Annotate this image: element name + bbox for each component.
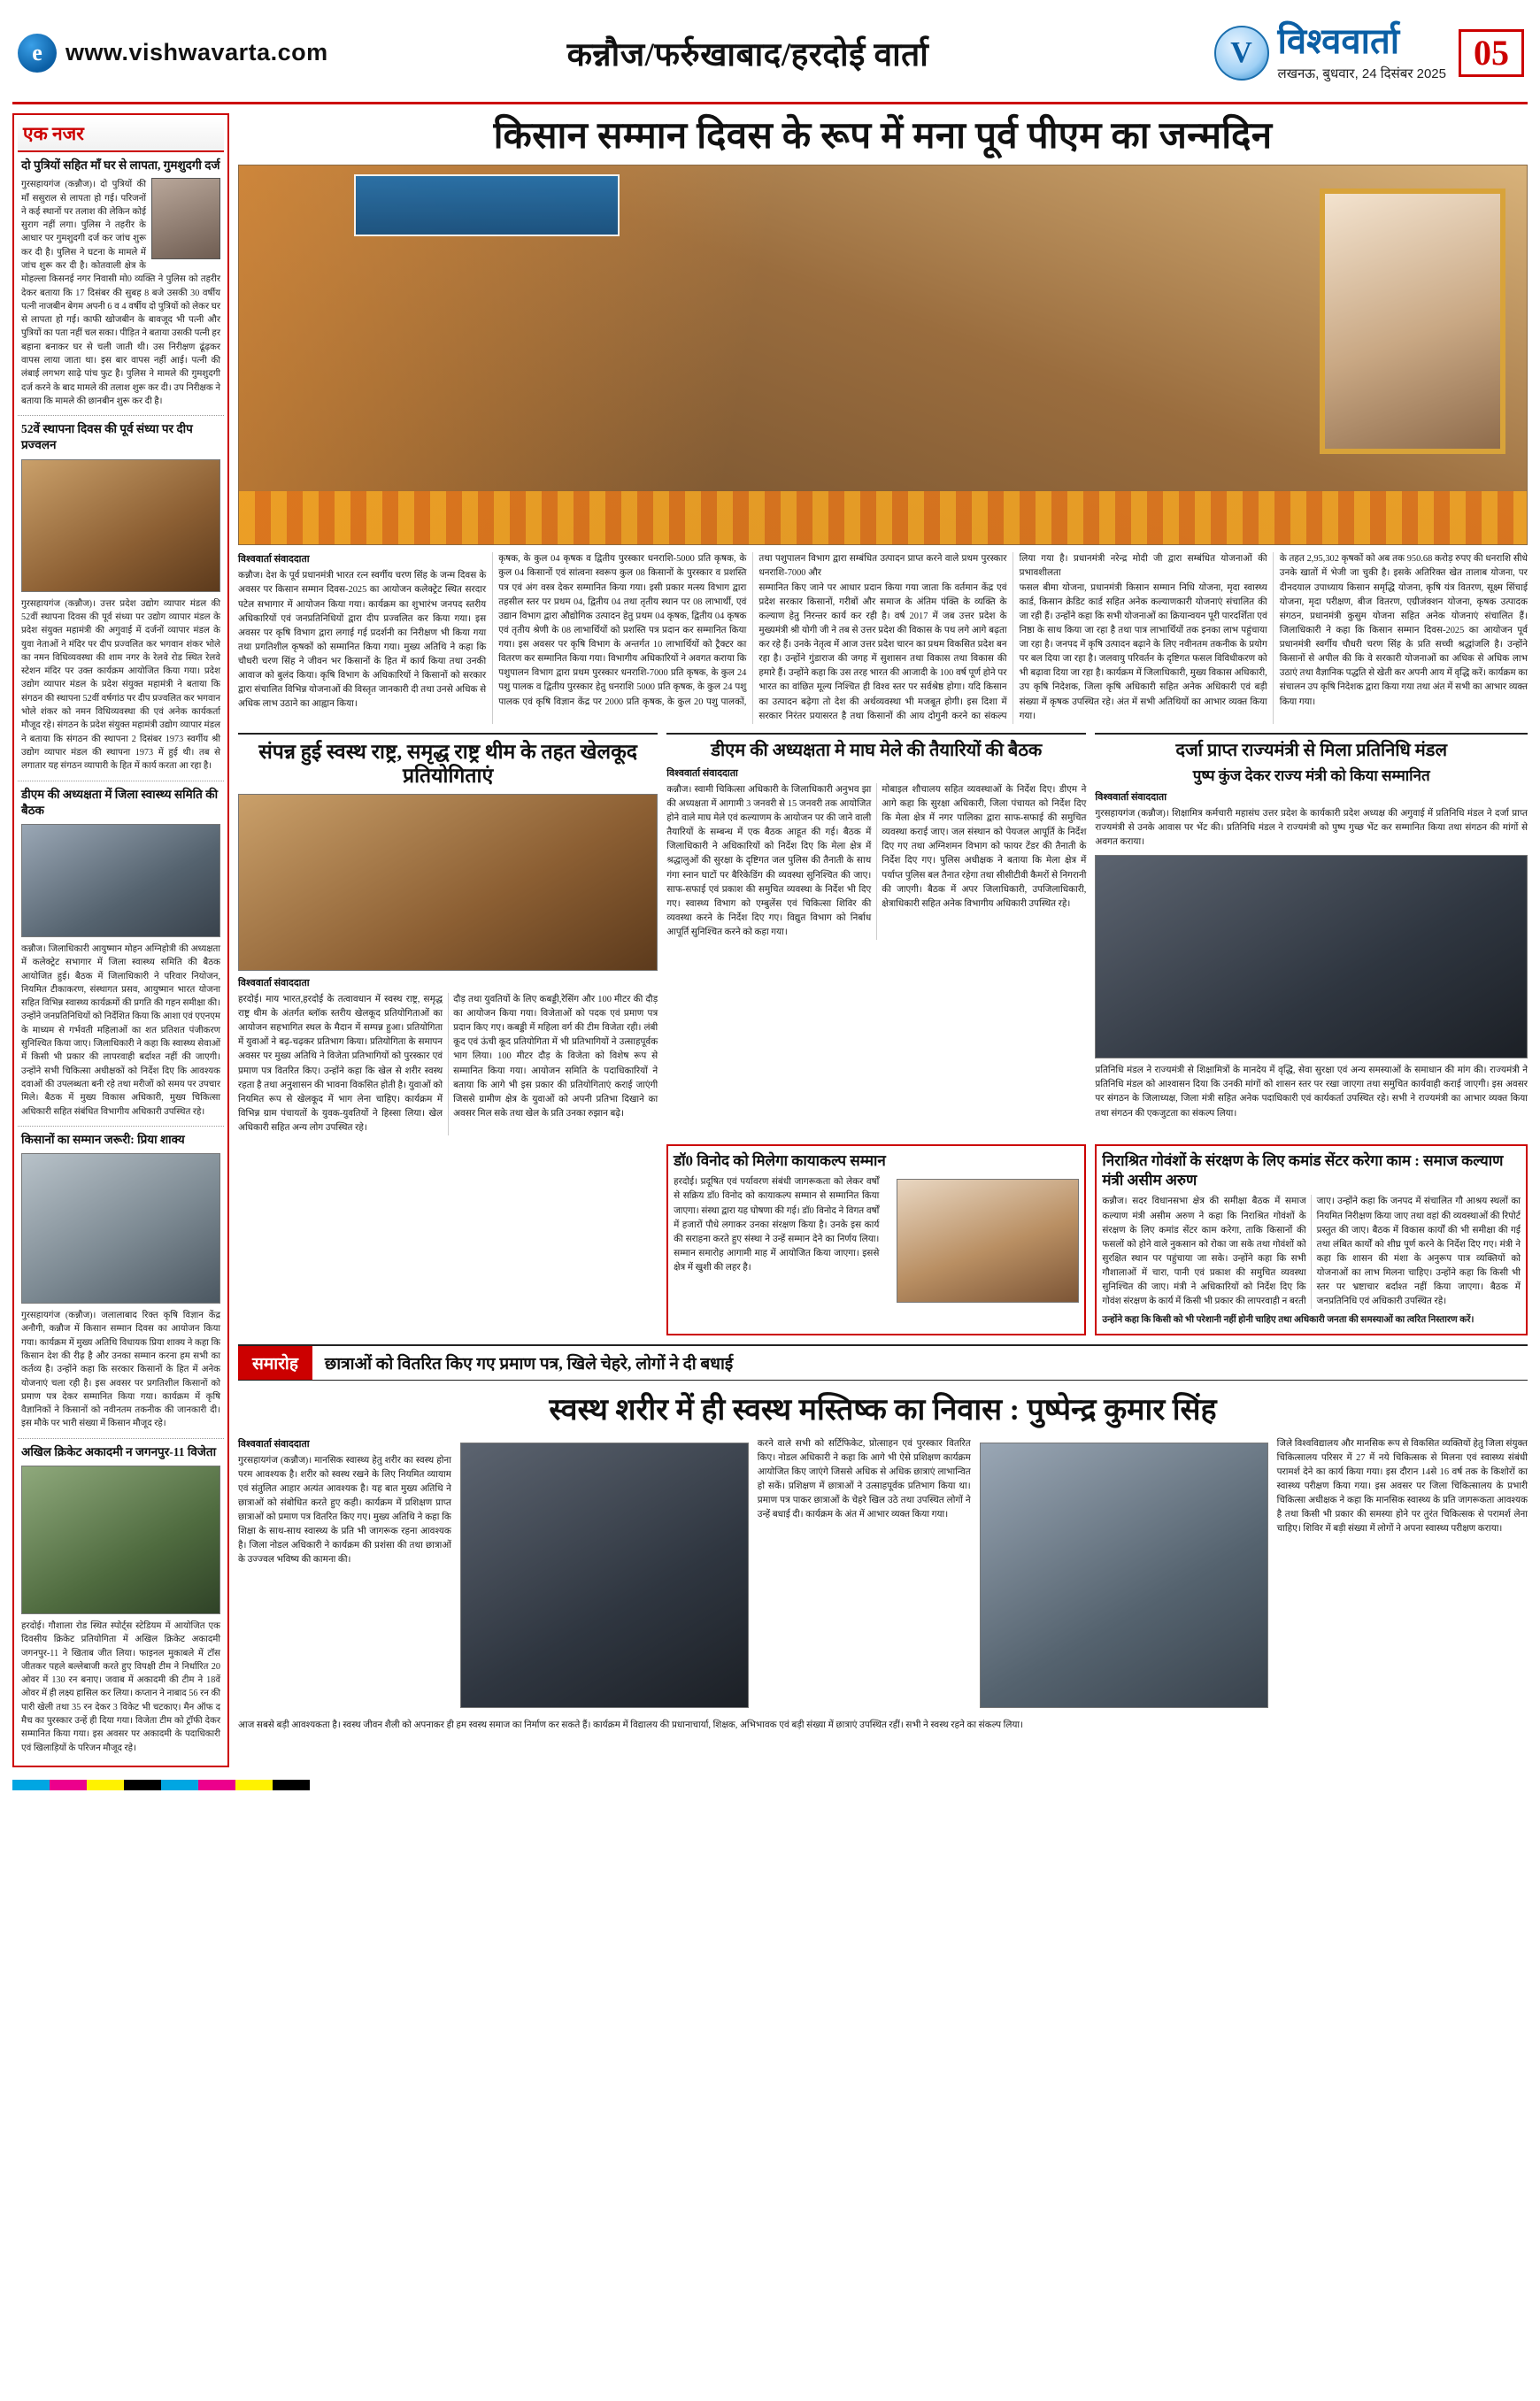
package-sports [238,733,658,1135]
package-photo [1095,855,1528,1058]
samaroh-para-2: करने वाले सभी को सर्टिफिकेट, प्रोत्साहन एवं पुरस्कार वितरित किए। नोडल अधिकारी ने कहा कि आगे भी ऐसे प्रशिक्षण कार्यक्रम आयोजित किए जाएंगे जिससे अधिक से अधिक छात्राएं लाभान्वित हो सकें। प्रशिक्षण में छात्राओं ने उत्साहपूर्वक प्रतिभाग किया था। प्रमाण पत्र पाकर छात्राओं के चेहरे खिल उठे तथा उपस्थित लोगों ने उन्हें बधाई दी। कार्यक्रम के अंत में आभार व्यक्त किया गया। [757,1438,971,1520]
samaroh-body [238,1437,1528,1713]
news-body: गुरसहायगंज (कन्नौज)। उत्तर प्रदेश उद्योग व्यापार मंडल की 52वीं स्थापना दिवस की पूर्व संध्या पर उद्योग व्यापार मंडल के प्रदेश संयुक्त महामंत्री की अगुवाई में दर्जनों व्यापार मंडल के युवा नेताओं ने मंदिर पर दीप प्रज्वलित कर भगवान शंकर भोले का नमन विधिव्यवस्था की शाम नगर के रेलवे रोड स्थित रेलवे स्टेशन मंदिर पर उक्त कार्यक्रम आयोजित किया गया। प्रदेश उद्योग व्यापार मंडल के प्रदेश संयुक्त महामंत्री ने बताया कि संगठन की स्थापना 52वीं वर्षगांठ पर दीप प्रज्वलित कर भगवान भोले शंकर को नमन विधिव्यवस्था की एवं अनेक कार्यकर्ता मौजूद रहे। संगठन के प्रदेश संयुक्त महामंत्री उद्योग व्यापार मंडल ने बताया कि संगठन की स्थापना 2 दिसंबर 1973 स्वर्गीय श्री उद्योग व्यापार मंडल की स्थापना 1973 में हुई थी। तब से लगातार यह संगठन व्यापारी के हित में कार्य करता आ रहा है। [21,598,220,772]
samaroh-photo-2 [980,1443,1268,1708]
ek-nazar-box [12,113,229,1767]
list-item [18,1439,224,1762]
byline: विश्ववार्ता संवाददाता [238,1438,310,1450]
stage-banner [354,174,620,236]
cmyk-swatch-cyan [12,1780,50,1790]
boxed-row [238,1144,1528,1335]
samaroh-para-3: जिले विश्वविद्यालय और मानसिक रूप से विकसित व्यक्तियों हेतु जिला संयुक्त चिकित्सालय परिसर में 27 में नये चिकित्सक से मिलना एवं स्वास्थ्य संबंधी परामर्श देने का कार्य किया गया। इस दौरान 14से 16 वर्ष तक के किशोरों का स्वास्थ्य परीक्षण किया गया। इस अवसर पर जिला चिकित्सालय के प्रभारी चिकित्सा अधीक्षक ने कहा कि मानसिक स्वास्थ्य के प्रति जागरूकता आवश्यक है तथा किसी भी प्रकार की समस्या होने पर तुरंत चिकित्सक से परामर्श लेना चाहिए। शिविर में बड़ी संख्या में लोगों ने अपना स्वास्थ्य परीक्षण कराया। [1276,1438,1528,1535]
news-title: किसानों का सम्मान जरूरी: प्रिया शाक्य [21,1132,185,1146]
package-headline: डीएम की अध्यक्षता मे माघ मेले की तैयारियों की बैठक [711,740,1043,760]
brand [1214,20,1446,82]
samaroh-text: छात्राओं को वितरित किए गए प्रमाण पत्र, खिले चेहरे, लोगों ने दी बधाई [324,1354,734,1374]
news-body: गुरसहायगंज (कन्नौज)। दो पुत्रियों की माँ ससुराल से लापता हो गई। परिजनों ने कई स्थानों पर तलाश की लेकिन कोई सुराग नहीं लगा। पुलिस ने तहरीर के आधार पर गुमशुदगी दर्ज कर जांच शुरू कर दी है। पुलिस ने घटना के मामले में जांच शुरू कर दी है। कोतवाली क्षेत्र के मोहल्ला किसनई नगर निवासी मो0 व्यक्ति ने पुलिस को तहरीर देकर बताया कि 17 दिसंबर की सुबह 8 बजे उसकी 30 वर्षीय पत्नी नाजबीन बेगम अपनी 6 व 4 वर्षीय दो पुत्रियों को लेकर घर से लापता हो गई। काफी खोजबीन के बावजूद भी पत्नी और पुत्रियों का पता नहीं चल सका। पीड़ित ने बताया उसकी पत्नी हर बहाना बनाकर घर से चली जाती थी। उस निरीक्षण ढूंढ़कर वापस लाया जाता था। इस बार वापस नहीं आई। पत्नी की लंबाई लगभग साढ़े पांच फुट है। पुलिस ने मामले की गुमशुदगी दर्ज करने के बाद मामले की तलाश शुरू कर दी। उप निरीक्षक ने बताया कि मामले की छानबीन शुरू कर दी है। [21,180,220,406]
lead-body-columns [238,552,1528,724]
package-headline: दर्जा प्राप्त राज्यमंत्री से मिला प्रतिनिधि मंडल [1175,740,1448,760]
boxed-footer: उन्होंने कहा कि किसी को भी परेशानी नहीं होनी चाहिए तथा अधिकारी जनता की समस्याओं का त्वरित निस्तारण करें। [1102,1315,1475,1326]
globe-icon: e [18,34,57,73]
cmyk-swatch-yellow [87,1780,124,1790]
boxed-title: डॉ0 विनोद को मिलेगा कायाकल्प सम्मान [674,1152,886,1170]
sub-packages [238,733,1528,1135]
samaroh-photo-1-wrap [460,1437,749,1713]
byline: विश्ववार्ता संवाददाता [1095,791,1167,803]
cmyk-swatch-black [124,1780,161,1790]
news-title: अखिल क्रिकेट अकादमी न जगनपुर-11 विजेता [21,1444,217,1458]
package-photo [238,794,658,971]
person-portrait [897,1179,1079,1303]
lead-para-1: कन्नौज। देश के पूर्व प्रधानमंत्री भारत रत्न स्वर्गीय चरण सिंह के जन्म दिवस के अवसर पर किसान सम्मान दिवस-2025 का आयोजन कलेक्ट्रेट स्थित सरदार पटेल सभागार में आयोजन किया गया। कार्यक्रम का शुभारंभ जनपद स्तरीय अधिकारियों एवं जनप्रतिनिधियों द्वारा दीप प्रज्वलित कर किया गया। इस अवसर पर कृषि विभाग द्वारा लगाई गई प्रदर्शनी का निरीक्षण भी किया गया तथा प्रगतिशील कृषकों को सम्मानित किया गया। मुख्य अतिथि ने कहा कि चौधरी चरण सिंह ने जीवन भर किसानों के हित में कार्य किया तथा उनकी आवाज को बुलंद किया। कृषि विभाग के अधिकारियों ने किसानों को सरकार द्वारा संचालित विभिन्न योजनाओं की विस्तृत जानकारी दी तथा उनसे अधिक से अधिक लाभ उठाने का आह्वान किया। [238,571,487,710]
boxed-vinod-award [666,1144,1086,1335]
lead-story [238,115,1528,724]
package-para-2: दौड़ तथा युवतियों के लिए कबड्डी,रेसिंग और 100 मीटर की दौड़ का आयोजन किया गया। विजेताओं को पदक एवं प्रमाण पत्र प्रदान किए गए। कबड्डी में महिला वर्ग की टीम विजेता रही। लंबी कूद एवं ऊंची कूद प्रतियोगिता में भी प्रतिभागियों ने उत्साहपूर्वक भाग लिया। 100 मीटर दौड़ के विजेता को विशेष रूप से सम्मानित किया गया। आयोजन समिति के पदाधिकारियों ने बताया कि आगे भी इस प्रकार की प्रतियोगिताएं कराई जाएंगी जिससे ग्रामीण क्षेत्र के युवाओं को अपनी प्रतिभा दिखाने का अवसर मिल सके तथा खेल के प्रति उनका रुझान बढ़े। [453,994,658,1119]
samaroh-photo-1 [460,1443,749,1708]
lead-photo [238,165,1528,545]
package-para-1: कन्नौज। स्वामी चिकित्सा अधिकारी के जिलाधिकारी अनुभव झा की अध्यक्षता में आगामी 3 जनवरी से 15 जनवरी तक आयोजित होने वाले माघ मेले एवं कल्याणम के आयोजन पर की जाने वाली तैयारियों के सम्बन्ध में एक बैठक आहूत की गई। बैठक में जिलाधिकारी ने अधिकारियों को निर्देश दिए कि मेला क्षेत्र में श्रद्धालुओं की सुरक्षा के दृष्टिगत जल पुलिस की तैनाती के साथ गंगा स्नान घाटों पर बैरिकेडिंग की व्यवस्था सुनिश्चित की जाए। साफ-सफाई एवं प्रकाश की समुचित व्यवस्था के निर्देश भी दिए गए। स्वास्थ्य विभाग को एम्बुलेंस एवं चिकित्सा शिविर की व्यवस्था करने के निर्देश दिए गए। विद्युत विभाग को निर्बाध आपूर्ति सुनिश्चित करने को कहा गया। [666,784,872,938]
cmyk-swatch-black-2 [273,1780,310,1790]
news-photo [21,459,220,592]
package-para-2: मोबाइल शौचालय सहित व्यवस्थाओं के निर्देश दिए। डीएम ने आगे कहा कि सुरक्षा अधिकारी, जिला पंचायत को निर्देश दिए कि मेला क्षेत्र में नगर पालिका द्वारा साफ-सफाई की समुचित व्यवस्था कराई जाए। जल संस्थान को पेयजल आपूर्ति के निर्देश दिए गए तथा अग्निशमन विभाग को फायर टेंडर की तैनाती के निर्देश दिए गए। पुलिस अधीक्षक ने बताया कि मेला क्षेत्र में पर्याप्त पुलिस बल तैनात रहेगा तथा सीसीटीवी कैमरों से निगरानी की जाएगी। बैठक में अपर जिलाधिकारी, उपजिलाधिकारी, क्षेत्राधिकारी सहित अनेक विभागीय अधिकारी उपस्थित रहे। [882,784,1087,909]
cmyk-swatch-magenta [50,1780,87,1790]
boxed-body: हरदोई। प्रदूषित एवं पर्यावरण संबंधी जागरूकता को लेकर वर्षों से सक्रिय डॉ0 विनोद को कायाकल्प सम्मान से सम्मानित किया जाएगा। संस्था द्वारा यह घोषणा की गई। डॉ0 विनोद ने विगत वर्षों में हजारों पौधे लगाकर उनका संरक्षण किया है। उनके इस कार्य की सराहना करते हुए संस्था ने उन्हें सम्मान देने का निर्णय लिया। सम्मान समारोह आगामी माह में आयोजित किया जाएगा। इससे क्षेत्र में खुशी की लहर है। [674,1177,880,1274]
website-url[interactable]: www.vishwavarta.com [65,39,328,65]
cmyk-registration-bar [12,1780,1528,1790]
marigold-decoration [239,491,1527,544]
list-item [18,416,224,781]
cmyk-swatch-cyan-2 [161,1780,198,1790]
package-subheadline: पुष्प कुंज देकर राज्य मंत्री को किया सम्मानित [1192,766,1430,784]
lead-para-3: सम्मानित किए जाने पर आधार प्रदान किया गया जाता कि वर्तमान केंद्र एवं प्रदेश सरकार किसानों, गरीबों और समाज के अंतिम पंक्ति के व्यक्ति के कल्याण हेतु निरन्तर कार्य कर रही है। वर्ष 2017 में जब उत्तर प्रदेश के मुख्यमंत्री श्री योगी जी ने तब से उत्तर प्रदेश की विकास के पथ लगे आगे बढ़ता कर रहे हैं। उनके नेतृत्व में आज उत्तर प्रदेश चारन का प्रथम विकसित प्रदेश बन रहा है। उन्होंने गुंडाराज की जगह में सुशासन तथा विकास तथा विकास की हमारे हैं। उन्होंने कहा कि उस तरह भारत की आजादी के 100 वर्ष पूर्ण होने पर भारत का वांछित मूल्य निश्चित ही विश्व स्तर पर सर्वश्रेष्ठ होगा। यदि किसान का उत्पादन बढ़ेगा तो देश की अर्थव्यवस्था भी मजबूत होगी। इस दिशा में सरकार निरंतर प्रयासरत है तथा किसानों की आय दोगुनी करने का संकल्प लिया गया है। प्रधानमंत्री नरेन्द्र मोदी जी द्वारा सम्बंधित योजनाओं की प्रभावशीलता [758,554,1267,721]
package-body [238,993,658,1135]
samaroh-photo-2-wrap [980,1437,1268,1713]
masthead-center [384,30,1112,75]
samaroh-tag: समारोह [238,1346,312,1380]
main-column [238,113,1528,1767]
byline: विश्ववार्ता संवाददाता [238,554,310,566]
list-item [18,1127,224,1439]
samaroh-col-1 [238,1437,451,1713]
ek-nazar-label: एक नजर [23,123,84,144]
package-para-2: प्रतिनिधि मंडल ने राज्यमंत्री से शिक्षामित्रों के मानदेय में वृद्धि, सेवा सुरक्षा एवं अन्य समस्याओं के समाधान की मांग की। राज्यमंत्री ने प्रतिनिधि मंडल को आश्वासन दिया कि उनकी मांगों को शासन स्तर पर रखा जाएगा तथा समुचित कार्यवाही कराई जाएगी। इस अवसर पर संगठन के जिलाध्यक्ष, जिला मंत्री सहित अनेक पदाधिकारी एवं कार्यकर्ता उपस्थित रहे। सभी ने राज्यमंत्री का आभार व्यक्त किया तथा संगठन की एकजुटता का संकल्प लिया। [1095,1066,1528,1119]
samaroh-col-3 [1277,1437,1528,1713]
brand-text [1277,20,1446,82]
package-body [666,783,1086,940]
brand-name: विश्ववार्ता [1277,20,1400,61]
masthead-right [1112,20,1528,82]
left-rail [12,113,229,1767]
newspaper-logo-icon: V [1214,26,1269,81]
ek-nazar-header [18,119,224,152]
samaroh-headline: स्वस्थ शरीर में ही स्वस्थ मस्तिष्क का निवास : पुष्पेन्द्र कुमार सिंह [549,1393,1217,1427]
leader-portrait [1320,189,1505,454]
news-body: कन्नौज। जिलाधिकारी आयुष्मान मोहन अग्निहोत्री की अध्यक्षता में कलेक्ट्रेट सभागार में जिला स्वास्थ्य समिति की बैठक आयोजित हुई। बैठक में जिलाधिकारी ने परिवार नियोजन, नियमित टीकाकरण, संस्थागत प्रसव, आयुष्मान भारत योजना सहित विभिन्न स्वास्थ्य कार्यक्रमों की प्रगति की गहन समीक्षा की। उन्होंने जनप्रतिनिधियों को निर्देशित किया कि आशा एवं एएनएम के माध्यम से गर्भवती महिलाओं का शत प्रतिशत पंजीकरण सुनिश्चित किया जाए। जिलाधिकारी ने कहा कि स्वास्थ्य सेवाओं में किसी भी प्रकार की लापरवाही बर्दाश्त नहीं की जाएगी। उन्होंने सभी चिकित्सा अधीक्षकों को निर्देश दिए कि आवश्यक दवाओं की उपलब्धता बनी रहे तथा मरीजों को समय पर उपचार मिले। बैठक में मुख्य विकास अधिकारी, मुख्य चिकित्सा अधिकारी सहित संबंधित विभागीय अधिकारी उपस्थित रहे। [21,944,220,1117]
byline: विश्ववार्ता संवाददाता [666,767,738,779]
byline: विश्ववार्ता संवाददाता [238,977,310,989]
package-para-1: हरदोई। माय भारत,हरदोई के तत्वावधान में स्वस्थ राष्ट्र, समृद्ध राष्ट्र थीम के अंतर्गत ब्लॉक स्तरीय खेलकूद प्रतियोगिताओं का आयोजन सहभागित स्थल के मैदान में सम्पन्न हुआ। प्रतियोगिता में युवाओं ने बढ़-चढ़कर प्रतिभाग किया। प्रतियोगिता के समापन अवसर पर मुख्य अतिथि ने विजेता प्रतिभागियों को पुरस्कार एवं प्रमाण पत्र वितरित किए। उन्होंने कहा कि खेल से शरीर स्वस्थ रहता है तथा अनुशासन की भावना विकसित होती है। युवाओं को नियमित रूप से खेलकूद में भाग लेना चाहिए। कार्यक्रम में विभिन्न ग्राम पंचायतों के युवक-युवतियों ने हिस्सा लिया। खेल अधिकारी सहित अन्य लोग उपस्थित रहे। [238,994,443,1134]
boxed-body: कन्नौज। सदर विधानसभा क्षेत्र की समीक्षा बैठक में समाज कल्याण मंत्री असीम अरुण ने कहा कि निराश्रित गोवंशों के संरक्षण के लिए कमांड सेंटर काम करेगा, ताकि किसानों की फसलों को होने वाले नुकसान को रोका जा सके तथा गोवंशों को सुरक्षित स्थान पर पहुंचाया जा सके। उन्होंने कहा कि सभी गौशालाओं में चारा, पानी एवं प्रकाश की समुचित व्यवस्था सुनिश्चित की जाए। मंत्री ने अधिकारियों को निर्देश दिए कि गोवंश संरक्षण के कार्य में किसी भी प्रकार की लापरवाही न बरती जाए। उन्होंने कहा कि जनपद में संचालित गौ आश्रय स्थलों का नियमित निरीक्षण किया जाए तथा वहां की व्यवस्थाओं की रिपोर्ट प्रस्तुत की जाए। बैठक में विकास कार्यों की भी समीक्षा की गई तथा लंबित कार्यों को शीघ्र पूर्ण करने के निर्देश दिए गए। मंत्री ने कहा कि शासन की मंशा के अनुरूप पात्र व्यक्तियों को योजनाओं का लाभ मिलना चाहिए। उन्होंने कहा कि किसी भी स्तर पर भ्रष्टाचार बर्दाश्त नहीं किया जाएगा। बैठक में जनप्रतिनिधि एवं अधिकारी उपस्थित रहे। [1102,1197,1521,1307]
list-item [18,781,224,1127]
news-photo [21,1153,220,1304]
news-title: दो पुत्रियों सहित माँ घर से लापता, गुमशुदगी दर्ज [21,158,220,172]
package-para-1: गुरसहायगंज (कन्नौज)। शिक्षामित्र कर्मचारी महासंघ उत्तर प्रदेश के कार्यकारी प्रदेश अध्यक्ष की अगुवाई में प्रतिनिधि मंडल ने दर्जा प्राप्त राज्यमंत्री से उनके आवास पर भेंट की। प्रतिनिधि मंडल ने राज्यमंत्री को पुष्प गुच्छ भेंट कर सम्मानित किया तथा संगठन की मांगों से अवगत कराया। [1095,808,1528,848]
news-photo [21,1466,220,1614]
masthead-left [12,34,384,73]
news-title: 52वें स्थापना दिवस की पूर्व संध्या पर दीप प्रज्वलन [21,422,193,452]
samaroh-col-2 [758,1437,971,1713]
page-number: 05 [1459,29,1524,77]
boxed-spacer [238,1144,658,1335]
masthead [12,9,1528,104]
boxed-gauvansh-command-center [1095,1144,1528,1335]
cmyk-swatch-magenta-2 [198,1780,235,1790]
package-magh-mela [666,733,1086,1135]
list-item [18,152,224,416]
lead-para-5: के तहत 2,95,302 कृषकों को अब तक 950.68 करोड़ रुपए की धनराशि सीधे उनके खातों में भेजी जा चुकी है। इसके अतिरिक्त खेत तालाब योजना, पर दीनदयाल उपाध्याय किसान समृद्धि योजना, कृषि यंत्र वितरण, सूक्ष्म सिंचाई योजना, मृदा परीक्षण, बीज वितरण, एग्रीजंक्शन योजना, कृषक उत्पादक संगठन, प्रधानमंत्री कुसुम योजना सहित अनेक योजनाएं संचालित हैं। जिलाधिकारी ने कहा कि किसान सम्मान दिवस-2025 का आयोजन पूर्व प्रधानमंत्री स्वर्गीय चौधरी चरण सिंह के प्रति सच्ची श्रद्धांजलि है। उन्होंने किसानों से अपील की कि वे सरकारी योजनाओं का अधिक से अधिक लाभ उठाएं तथा वैज्ञानिक पद्धति से खेती कर अपनी आय में वृद्धि करें। कार्यक्रम का संचालन उप कृषि निदेशक द्वारा किया गया तथा अंत में सभी का आभार व्यक्त किया गया। [1279,554,1528,707]
samaroh-para-4: आज सबसे बड़ी आवश्यकता है। स्वस्थ जीवन शैली को अपनाकर ही हम स्वस्थ समाज का निर्माण कर सकते हैं। कार्यक्रम में विद्यालय की प्रधानाचार्या, शिक्षक, अभिभावक एवं बड़ी संख्या में छात्राएं उपस्थित रहीं। सभी ने स्वस्थ रहने का संकल्प लिया। [238,1720,1024,1730]
lead-para-4: फसल बीमा योजना, प्रधानमंत्री किसान सम्मान निधि योजना, मृदा स्वास्थ्य कार्ड, किसान क्रेडिट कार्ड सहित अनेक कल्याणकारी योजनाएं संचालित की जा रही हैं। उन्होंने कहा कि सभी योजनाओं का क्रियान्वयन पूरी पारदर्शिता एवं निष्ठा के साथ किया जा रहा है तथा पात्र लाभार्थियों तक इनका लाभ पहुंचाया जा रहा है। जनपद में कृषि उत्पादन बढ़ाने के लिए नवीनतम तकनीक के प्रयोग पर बल दिया जा रहा है। जलवायु परिवर्तन के दृष्टिगत फसल विविधीकरण को भी बढ़ावा दिया जा रहा है। कार्यक्रम में जिलाधिकारी, मुख्य विकास अधिकारी, उप कृषि निदेशक, जिला कृषि अधिकारी सहित अनेक अधिकारी एवं बड़ी संख्या में कृषक उपस्थित रहे। अंत में सभी अतिथियों का आभार व्यक्त किया गया। [1019,582,1267,721]
boxed-title: निराश्रित गोवंशों के संरक्षण के लिए कमांड सेंटर करेगा काम : समाज कल्याण मंत्री असीम अरुण [1102,1152,1504,1189]
lead-para-2: कृषक, के कुल 04 कृषक व द्वितीय पुरस्कार धनराशि-5000 प्रति कृषक, के कुल 04 किसानों एवं सांत्वना स्वरूप कुल 08 किसानों के पुरस्कार व प्रशस्ति पत्र एवं अंग वस्त्र देकर सम्मानित किया गया। इसी प्रकार मत्स्य विभाग द्वारा तहसील स्तर पर प्रथम 04, द्वितीय 04 तथा तृतीय स्थान पर 08 लाभार्थी, एवं उद्यान विभाग द्वारा औद्योगिक उत्पादन हेतु प्रथम 04 कृषक, द्वितीय 04 कृषक एवं तृतीय श्रेणी के 08 लाभार्थियों को प्रशस्ति पत्र प्रदान कर सम्मानित किया गया। इस अवसर पर कृषि विभाग के अन्तर्गत 10 लाभार्थियों को ट्रैक्टर का वितरण कर सम्मानित किया गया। विभागीय अधिकारियों ने अवगत कराया कि पशुपालन विभाग द्वारा प्रथम पुरस्कार धनराशि-7000 प्रति कृषक, के कुल 24 पशु पालक व द्वितीय पुरस्कार हेतु धनराशि 5000 प्रति कृषक, के कुल 24 पशु पालक एवं कृषि विज्ञान केंद्र पर 2000 प्रति कृषक, के कुल 20 पशु पालकों, तथा पशुपालन विभाग द्वारा सम्बंधित उत्पादन प्राप्त करने वाले प्रथम पुरस्कार धनराशि-7000 और [498,554,1007,707]
samaroh-para-1: गुरसहायगंज (कन्नौज)। मानसिक स्वास्थ्य हेतु शरीर का स्वस्थ होना परम आवश्यक है। शरीर को स्वस्थ रखने के लिए नियमित व्यायाम एवं संतुलित आहार अत्यंत आवश्यक है। यह बात मुख्य अतिथि ने छात्राओं को संबोधित करते हुए कही। कार्यक्रम में प्रशिक्षण प्राप्त छात्राओं को प्रमाण पत्र वितरित किए गए। मुख्य अतिथि ने कहा कि शिक्षा के साथ-साथ स्वास्थ्य के प्रति भी जागरूक रहना आवश्यक है। जिला नोडल अधिकारी ने कार्यक्रम की प्रशंसा की तथा छात्राओं के उज्ज्वल भविष्य की कामना की। [238,1455,451,1566]
package-headline: संपन्न हुई स्वस्थ राष्ट्र, समृद्ध राष्ट्र थीम के तहत खेलकूद प्रतियोगिताएं [258,740,637,788]
edition-title: कन्नौज/फर्रुखाबाद/हरदोई वार्ता [566,37,929,73]
lead-headline: किसान सम्मान दिवस के रूप में मना पूर्व पीएम का जन्मदिन [493,116,1273,157]
news-body: गुरसहायगंज (कन्नौज)। जलालाबाद रिक्त कृषि विज्ञान केंद्र अनौगी, कन्नौज में किसान सम्मान दिवस का आयोजन किया गया। कार्यक्रम में मुख्य अतिथि विधायक प्रिया शाक्य ने कहा कि किसान देश की रीढ़ है और उनका सम्मान करना हम सभी का कर्तव्य है। उन्होंने कहा कि सरकार किसानों के हित में अनेक योजनाएं चला रही है। इस अवसर पर प्रगतिशील किसानों को प्रमाण पत्र देकर सम्मानित किया गया। कार्यक्रम में कृषि वैज्ञानिकों ने किसानों को नवीनतम तकनीक की जानकारी दी। इस मौके पर भारी संख्या में किसान मौजूद रहे। [21,1311,220,1429]
package-delegation [1095,733,1528,1135]
news-photo [21,824,220,937]
page-content [12,113,1528,1767]
news-body: हरदोई। गौशाला रोड स्थित स्पोर्ट्स स्टेडियम में आयोजित एक दिवसीय क्रिकेट प्रतियोगिता में अखिल क्रिकेट अकादमी जगनपुर-11 ने खिताब जीत लिया। फाइनल मुकाबले में टॉस जीतकर पहले बल्लेबाजी करते हुए विपक्षी टीम ने निर्धारित 20 ओवर में 130 रन बनाए। जवाब में अकादमी की टीम ने 18वें ओवर में ही लक्ष्य हासिल कर लिया। कप्तान ने नाबाद 56 रन की पारी खेली तथा 35 रन देकर 3 विकेट भी चटकाए। मैन ऑफ द मैच का पुरस्कार उन्हें ही दिया गया। विजेता टीम को ट्रॉफी देकर सम्मानित किया गया। इस अवसर पर अकादमी के पदाधिकारी एवं खिलाड़ियों के परिजन मौजूद रहे। [21,1620,220,1753]
cmyk-swatch-yellow-2 [235,1780,273,1790]
brand-place-date: लखनऊ, बुधवार, 24 दिसंबर 2025 [1277,65,1446,81]
news-title: डीएम की अध्यक्षता में जिला स्वास्थ्य समिति की बैठक [21,787,219,817]
news-photo [151,178,220,259]
samaroh-bar [238,1344,1528,1381]
